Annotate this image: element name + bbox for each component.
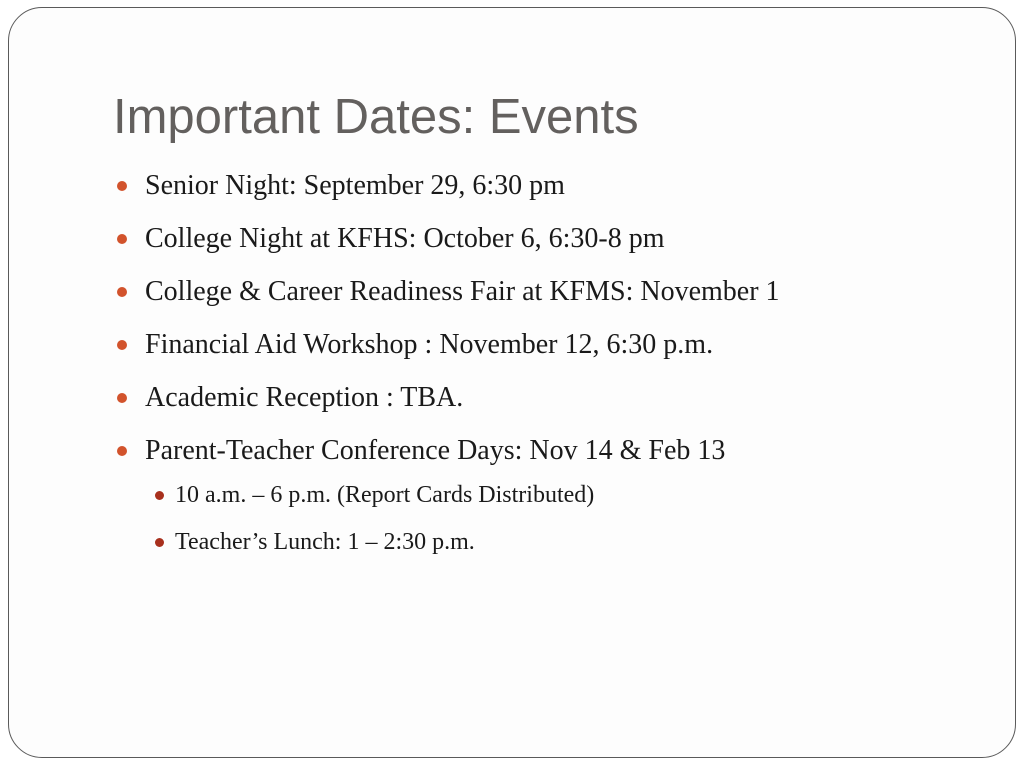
bullet-text: Senior Night: September 29, 6:30 pm xyxy=(145,170,565,201)
bullet-dot-icon xyxy=(117,446,127,456)
sub-bullet-text: Teacher’s Lunch: 1 – 2:30 p.m. xyxy=(175,529,475,555)
bullet-dot-icon xyxy=(117,234,127,244)
bullet-item-conference-days xyxy=(145,431,780,471)
sub-bullet-item-hours xyxy=(175,478,780,512)
bullet-item-financial-aid xyxy=(145,325,780,365)
sub-bullet-text: 10 a.m. – 6 p.m. (Report Cards Distributed) xyxy=(175,482,595,508)
bullet-item-readiness-fair xyxy=(145,272,780,312)
sub-bullet-item-lunch xyxy=(175,525,780,559)
bullet-text: Parent-Teacher Conference Days: Nov 14 & Feb 13 xyxy=(145,435,726,466)
bullet-text: Academic Reception : TBA. xyxy=(145,382,464,413)
bullet-list xyxy=(145,166,780,572)
bullet-text: College Night at KFHS: October 6, 6:30-8 pm xyxy=(145,223,665,254)
slide-title: Important Dates: Events xyxy=(113,90,639,144)
bullet-dot-icon xyxy=(117,340,127,350)
bullet-dot-icon xyxy=(117,181,127,191)
bullet-text: Financial Aid Workshop : November 12, 6:30 p.m. xyxy=(145,329,714,360)
bullet-dot-icon xyxy=(117,393,127,403)
bullet-text: College & Career Readiness Fair at KFMS: November 1 xyxy=(145,276,780,307)
sub-bullet-list xyxy=(145,478,780,559)
bullet-item-senior-night xyxy=(145,166,780,206)
sub-bullet-dot-icon xyxy=(155,491,164,500)
bullet-item-college-night xyxy=(145,219,780,259)
bullet-dot-icon xyxy=(117,287,127,297)
sub-bullet-dot-icon xyxy=(155,538,164,547)
bullet-item-academic-reception xyxy=(145,378,780,418)
sub-bullet-group xyxy=(145,478,780,559)
